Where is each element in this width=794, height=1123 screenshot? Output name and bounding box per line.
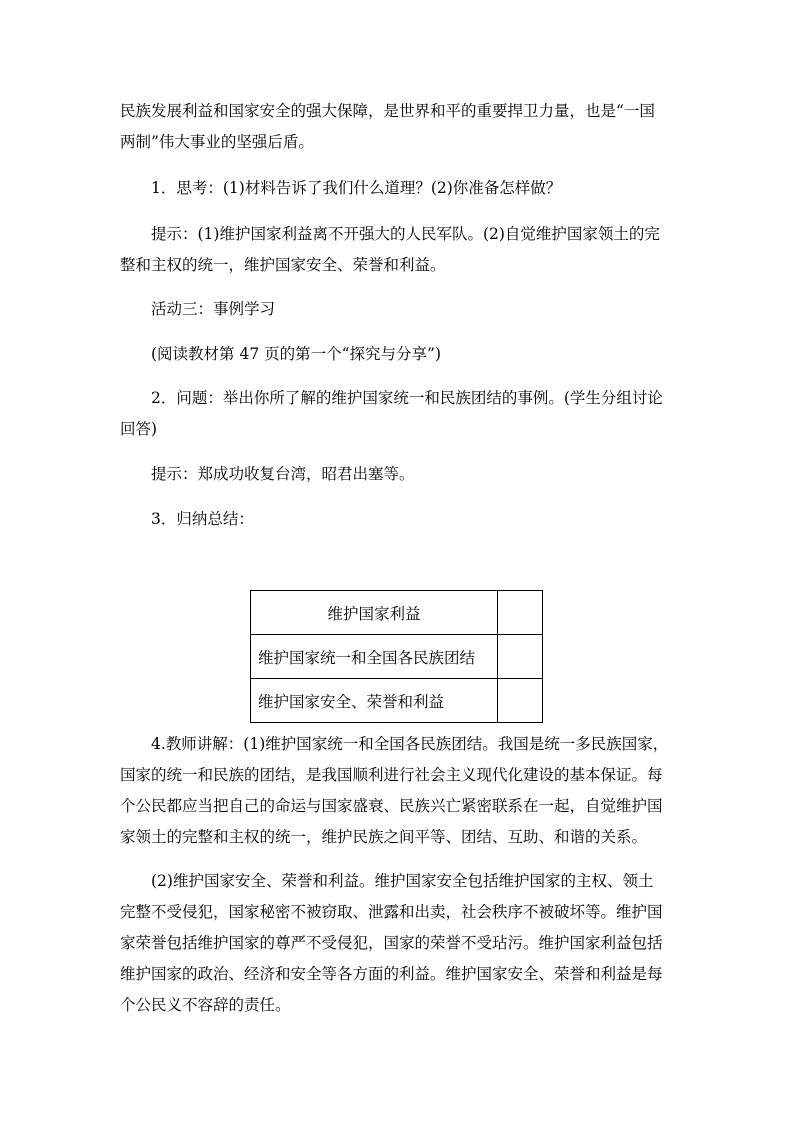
table-cell-blank xyxy=(498,591,543,635)
table-cell-label: 维护国家安全、荣誉和利益 xyxy=(251,679,498,723)
teacher-explanation-2 xyxy=(120,866,680,1021)
question-2-line-2: 回答) xyxy=(120,420,158,438)
teacher-1-line-2: 国家的统一和民族的团结，是我国顺利进行社会主义现代化建设的基本保证。每 xyxy=(120,766,663,784)
summary-heading xyxy=(120,504,680,535)
table-row xyxy=(251,679,543,723)
intro-paragraph xyxy=(120,96,680,158)
reading-note-text: (阅读教材第 47 页的第一个“探究与分享”) xyxy=(151,345,442,363)
reading-note xyxy=(120,339,680,370)
hint-1-line-2: 整和主权的统一，维护国家安全、荣誉和利益。 xyxy=(120,256,446,274)
hint-1-paragraph xyxy=(120,219,680,281)
activity-title xyxy=(120,294,680,325)
summary-heading-text: 3．归纳总结： xyxy=(151,510,254,528)
teacher-explanation-1 xyxy=(120,729,680,853)
table-row xyxy=(251,591,543,635)
teacher-1-line-4: 家领土的完整和主权的统一，维护民族之间平等、团结、互助、和谐的关系。 xyxy=(120,828,648,846)
intro-line-2: 两制”伟大事业的坚强后盾。 xyxy=(120,133,314,151)
teacher-2-line-1: (2)维护国家安全、荣誉和利益。维护国家安全包括维护国家的主权、领土 xyxy=(151,872,654,890)
teacher-2-line-4: 维护国家的政治、经济和安全等各方面的利益。维护国家安全、荣誉和利益是每 xyxy=(120,965,663,983)
question-1-text: 1．思考：(1)材料告诉了我们什么道理？(2)你准备怎样做？ xyxy=(151,179,562,197)
question-2-line-1: 2．问题：举出你所了解的维护国家统一和民族团结的事例。(学生分组讨论 xyxy=(151,389,663,407)
table-cell-label: 维护国家利益 xyxy=(251,591,498,635)
intro-line-1: 民族发展利益和国家安全的强大保障，是世界和平的重要捍卫力量，也是“一国 xyxy=(120,102,655,120)
hint-1-line-1: 提示：(1)维护国家利益离不开强大的人民军队。(2)自觉维护国家领土的完 xyxy=(151,225,660,243)
table-cell-label: 维护国家统一和全国各民族团结 xyxy=(251,635,498,679)
teacher-1-line-1: 4.教师讲解：(1)维护国家统一和全国各民族团结。我国是统一多民族国家， xyxy=(151,735,669,753)
teacher-1-line-3: 个公民都应当把自己的命运与国家盛衰、民族兴亡紧密联系在一起，自觉维护国 xyxy=(120,797,663,815)
teacher-2-line-3: 家荣誉包括维护国家的尊严不受侵犯，国家的荣誉不受玷污。维护国家利益包括 xyxy=(120,934,663,952)
teacher-2-line-5: 个公民义不容辞的责任。 xyxy=(120,996,291,1014)
question-2-paragraph xyxy=(120,383,680,445)
summary-table xyxy=(250,590,543,723)
table-row xyxy=(251,635,543,679)
table-cell-blank xyxy=(498,679,543,723)
hint-2 xyxy=(120,459,680,490)
activity-title-text: 活动三：事例学习 xyxy=(151,300,276,318)
teacher-2-line-2: 完整不受侵犯，国家秘密不被窃取、泄露和出卖，社会秩序不被破坏等。维护国 xyxy=(120,903,663,921)
question-1 xyxy=(120,173,680,204)
table-cell-blank xyxy=(498,635,543,679)
hint-2-text: 提示：郑成功收复台湾，昭君出塞等。 xyxy=(151,465,415,483)
